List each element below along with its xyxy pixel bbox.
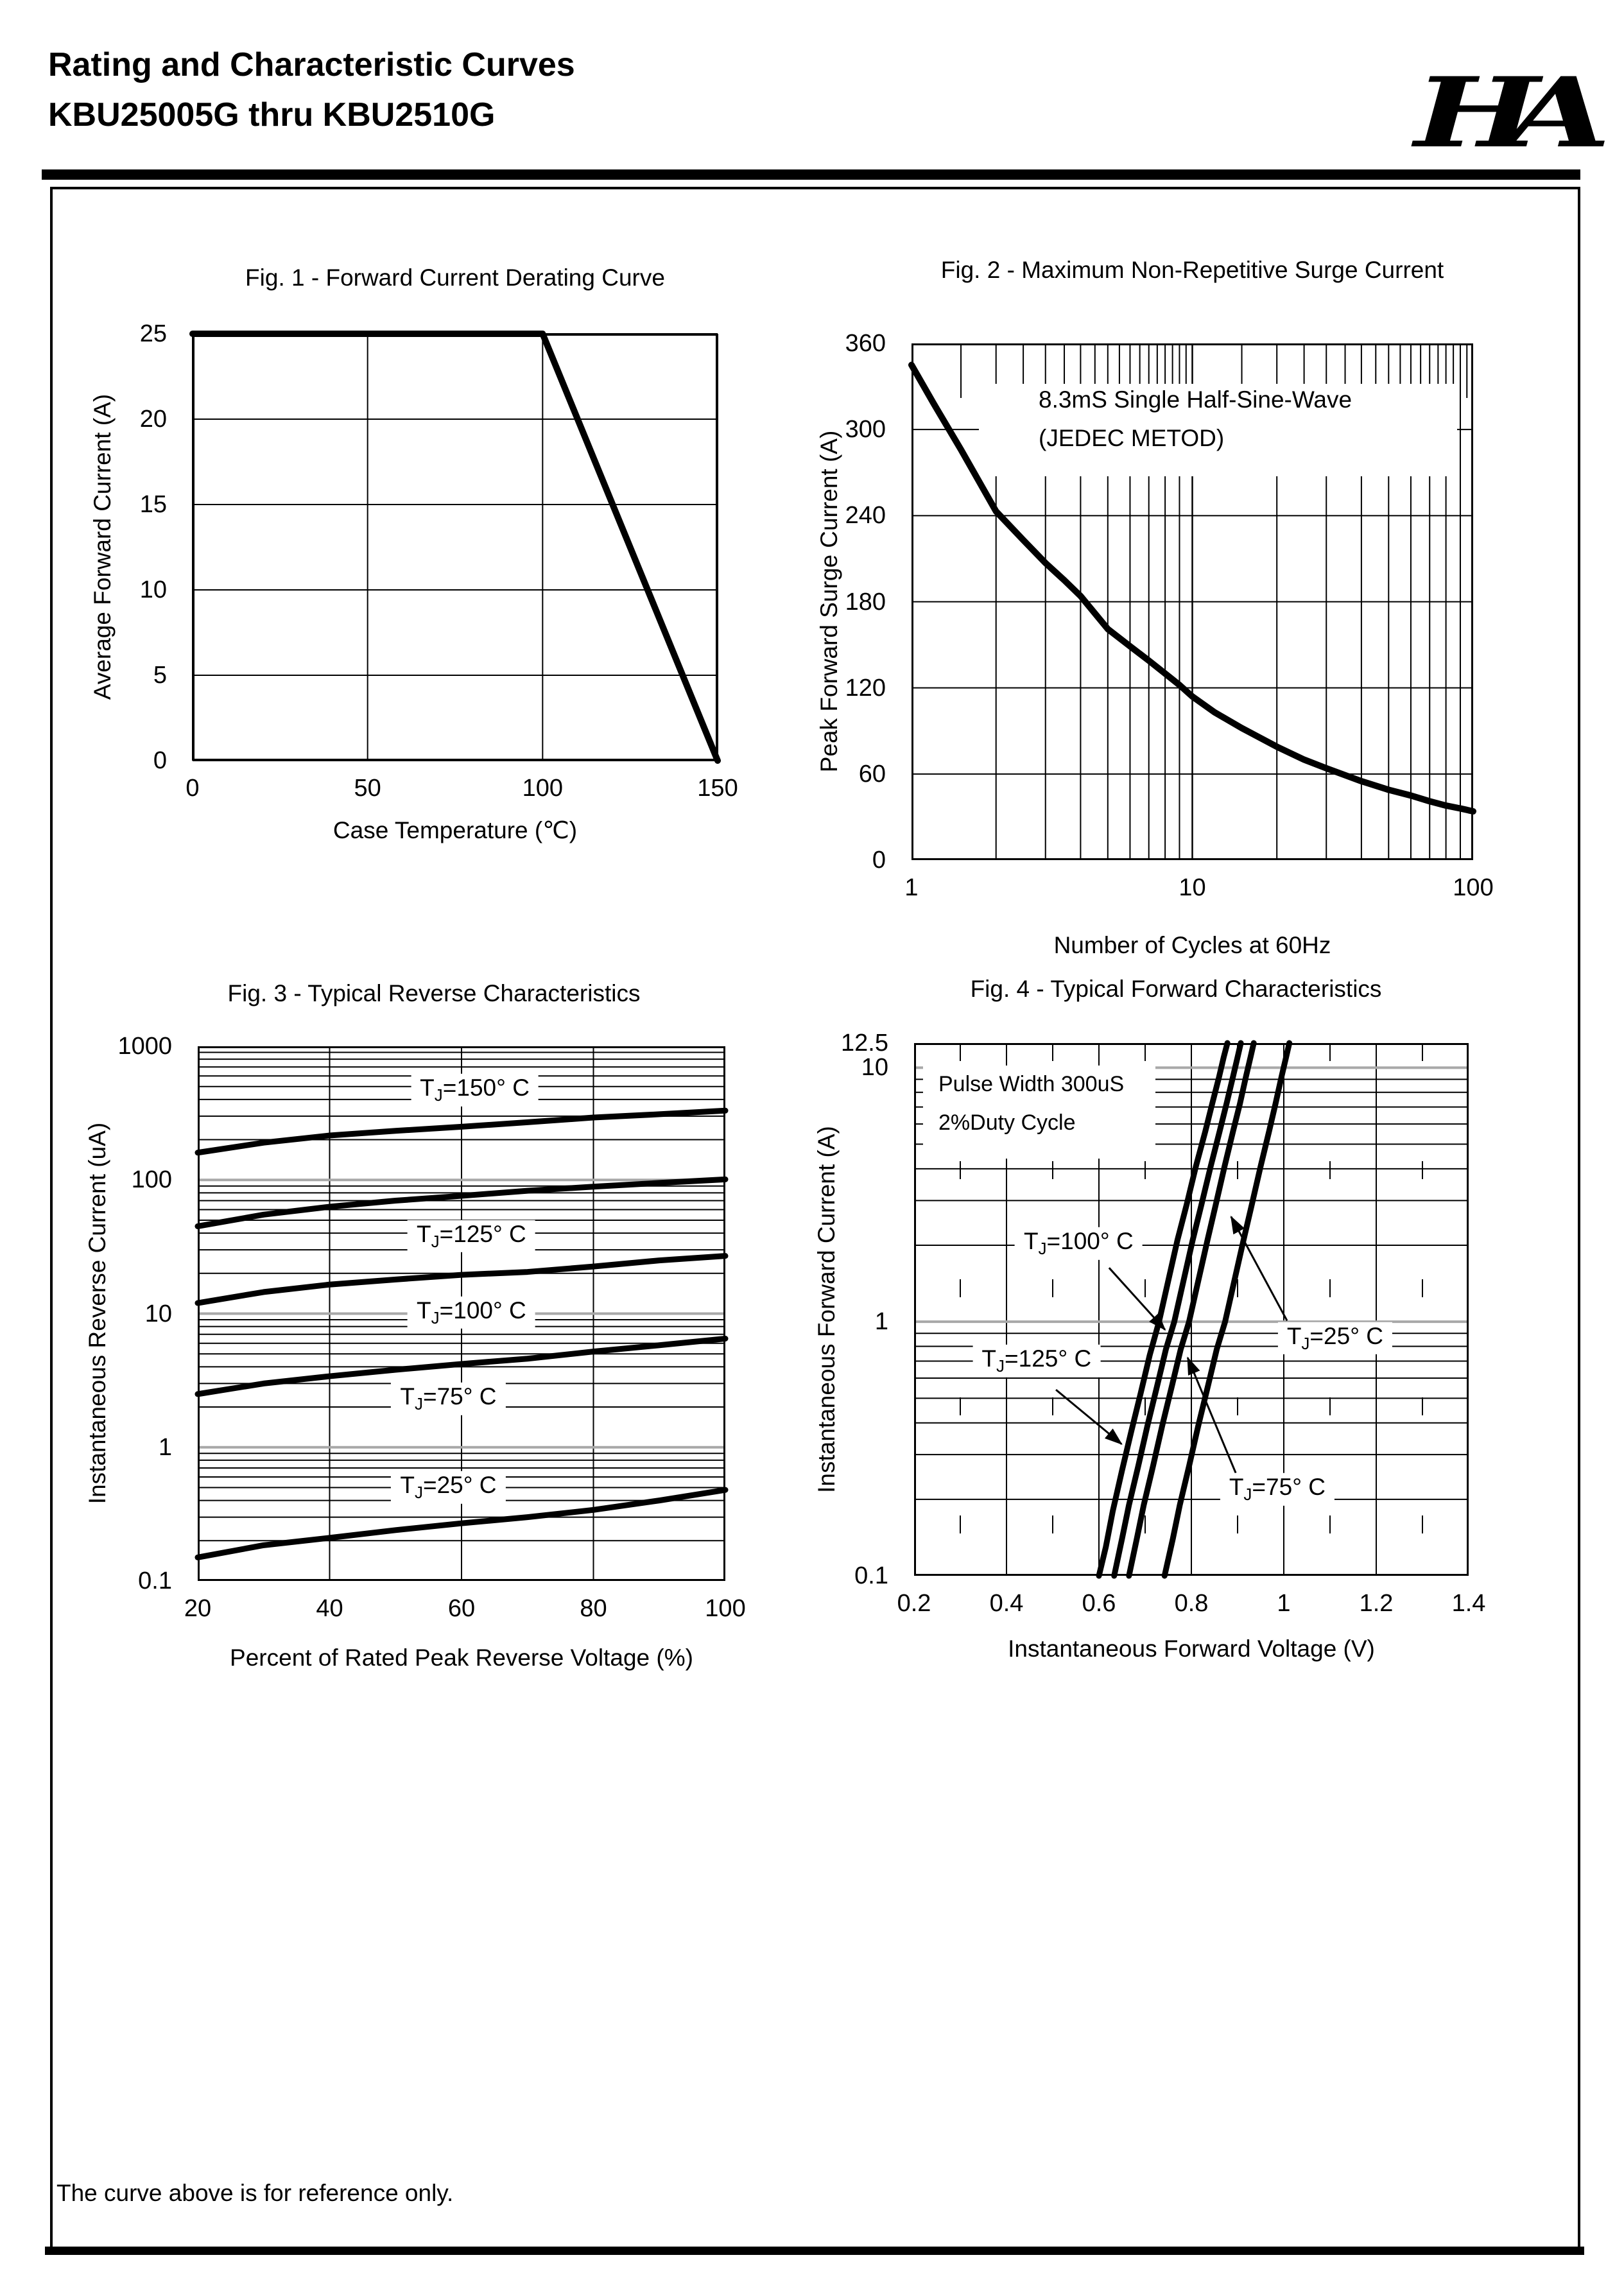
tick-label: 0.8 <box>1174 1590 1209 1617</box>
tick-label: 60 <box>858 760 886 788</box>
tick-label: 1 <box>874 1308 888 1336</box>
tick-label: 10 <box>144 1300 172 1327</box>
fig1-y-axis-title: Average Forward Current (A) <box>89 393 116 700</box>
fig4-x-axis-title: Instantaneous Forward Voltage (V) <box>1008 1636 1375 1662</box>
curve-label-tj125: $T_J=125^\circ$ C <box>972 1345 1100 1377</box>
fig2-y-axis-title: Peak Forward Surge Current (A) <box>816 430 842 773</box>
tick-label: 1.2 <box>1359 1590 1394 1617</box>
fig1-title: Fig. 1 - Forward Current Derating Curve <box>245 264 665 291</box>
curve-label-tj125: $T_J=125^\circ$ C <box>408 1220 535 1252</box>
tick-label: 100 <box>522 775 564 802</box>
tick-label: 1.4 <box>1451 1590 1486 1617</box>
fig3-x-axis-title: Percent of Rated Peak Reverse Voltage (%) <box>230 1644 693 1671</box>
tick-label: 20 <box>184 1595 212 1622</box>
fig2-x-axis-title: Number of Cycles at 60Hz <box>1053 932 1331 958</box>
tick-label: 10 <box>861 1054 888 1082</box>
tick-label: 300 <box>845 416 886 444</box>
tick-label: 15 <box>139 491 167 518</box>
tick-label: 1 <box>1277 1590 1291 1617</box>
bottom-rule-bar <box>45 2247 1584 2255</box>
tick-label: 10 <box>139 576 167 603</box>
fig1-chart-svg <box>193 334 718 761</box>
tick-label: 40 <box>316 1595 343 1622</box>
tick-label: 80 <box>580 1595 607 1622</box>
fig2-annotation-line2: (JEDEC METOD) <box>1039 425 1225 451</box>
tick-label: 60 <box>447 1595 476 1622</box>
fig4-title: Fig. 4 - Typical Forward Characteristics <box>970 976 1382 1002</box>
doc-title: Rating and Characteristic Curves <box>48 46 575 83</box>
product-range-subtitle: KBU25005G thru KBU2510G <box>48 96 496 134</box>
tick-label: 0 <box>872 847 886 874</box>
tick-label: 1 <box>904 874 919 901</box>
tick-label: 120 <box>845 674 886 702</box>
tick-label: 100 <box>1453 874 1494 901</box>
curve-label-tj25: $T_J=25^\circ$ C <box>391 1471 505 1503</box>
tick-label: 180 <box>845 588 886 616</box>
fig2-annotation-line1: 8.3mS Single Half-Sine-Wave <box>1039 386 1352 413</box>
tick-label: 100 <box>705 1595 746 1622</box>
fig4-annotation-line2: 2%Duty Cycle <box>938 1110 1076 1135</box>
tick-label: 1 <box>158 1433 172 1461</box>
tick-label: 10 <box>1179 874 1206 901</box>
header-rule-bar <box>42 169 1580 180</box>
brand-logo: HA <box>1414 56 1579 169</box>
tick-label: 0.2 <box>897 1590 931 1617</box>
curve-label-tj25: $T_J=25^\circ$ C <box>1278 1322 1392 1354</box>
curve-label-tj75: $T_J=75^\circ$ C <box>391 1383 505 1415</box>
tick-label: 360 <box>845 330 886 357</box>
tick-label: 12.5 <box>841 1030 888 1057</box>
tick-label: 1000 <box>117 1033 172 1060</box>
tick-label: 50 <box>354 775 381 802</box>
tick-label: 0.1 <box>138 1567 172 1594</box>
tick-label: 150 <box>697 775 738 802</box>
tick-label: 240 <box>845 502 886 530</box>
fig4-annotation-line1: Pulse Width 300uS <box>938 1072 1125 1096</box>
tick-label: 0 <box>153 747 167 774</box>
tick-label: 25 <box>139 320 167 347</box>
fig3-y-axis-title: Instantaneous Reverse Current (uA) <box>84 1122 110 1505</box>
fig1-x-axis-title: Case Temperature (℃) <box>333 817 578 843</box>
tick-label: 5 <box>153 662 167 689</box>
tick-label: 20 <box>139 406 167 433</box>
curve-label-tj150: $T_J=150^\circ$ C <box>411 1074 539 1106</box>
curve-label-tj100: $T_J=100^\circ$ C <box>1015 1227 1143 1259</box>
curve-label-tj75: $T_J=75^\circ$ C <box>1220 1473 1335 1505</box>
fig2-title: Fig. 2 - Maximum Non-Repetitive Surge Current <box>940 257 1444 283</box>
tick-label: 0 <box>186 775 200 802</box>
tick-label: 0.6 <box>1082 1590 1116 1617</box>
tick-label: 0.1 <box>854 1562 888 1589</box>
curve-label-tj100: $T_J=100^\circ$ C <box>408 1297 535 1329</box>
tick-label: 100 <box>131 1166 172 1194</box>
tick-label: 0.4 <box>989 1590 1024 1617</box>
fig3-title: Fig. 3 - Typical Reverse Characteristics <box>227 980 641 1006</box>
fig4-y-axis-title: Instantaneous Forward Current (A) <box>813 1126 840 1493</box>
fig2-chart-svg <box>911 343 1473 860</box>
footer-note: The curve above is for reference only. <box>56 2180 454 2206</box>
